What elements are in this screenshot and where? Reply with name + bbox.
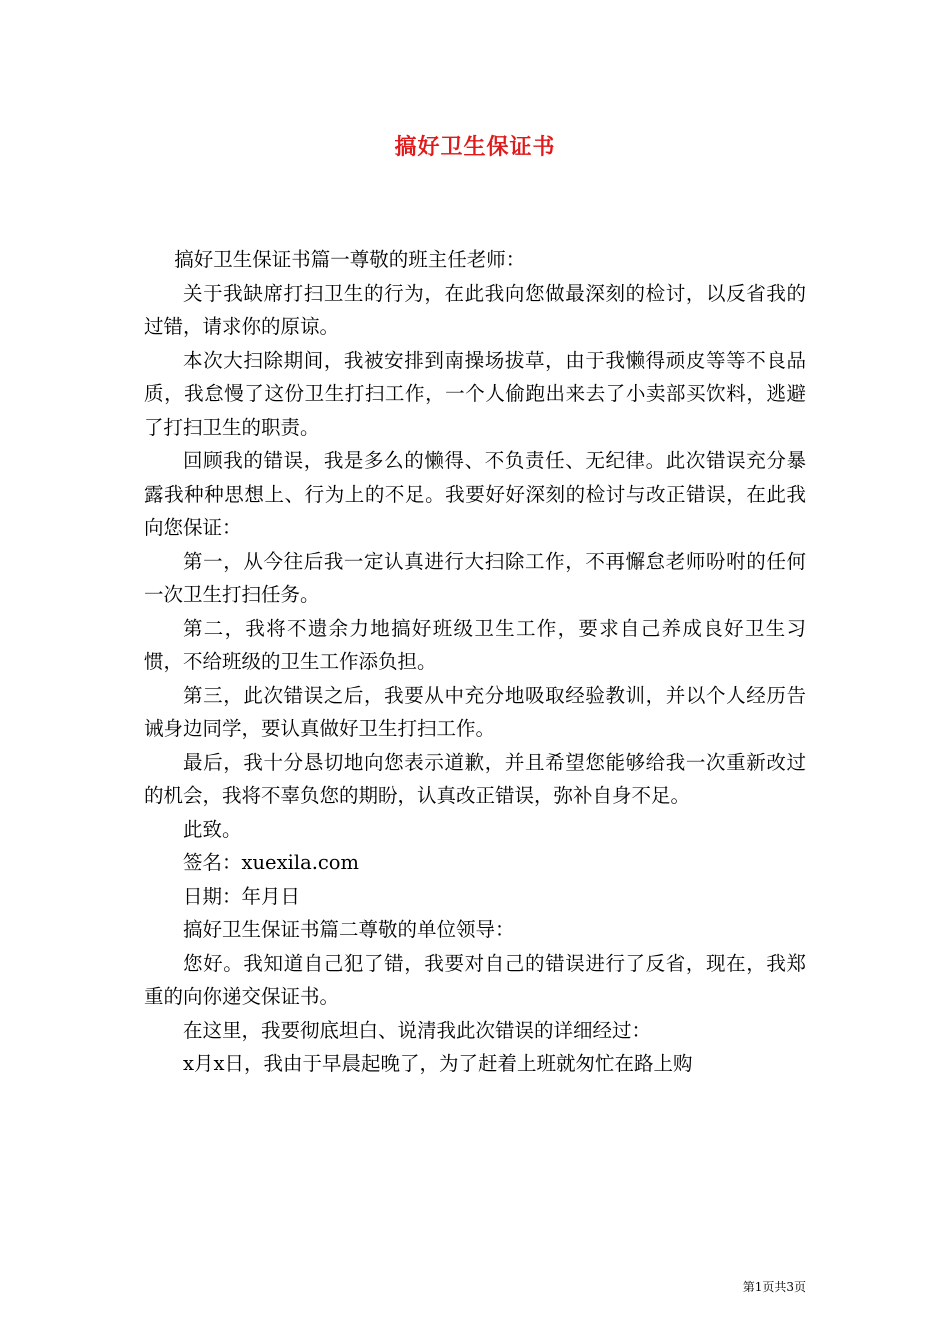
paragraph: 最后，我十分恳切地向您表示道歉，并且希望您能够给我一次重新改过的机会，我将不辜负您的期盼，认真改正错误，弥补自身不足。: [144, 750, 806, 807]
document-title: 搞好卫生保证书: [394, 134, 556, 160]
paragraph: 第三，此次错误之后，我要从中充分地吸取经验教训，并以个人经历告诫身边同学，要认真做好卫生打扫工作。: [144, 683, 806, 740]
document-body: [144, 243, 806, 1081]
paragraph: 搞好卫生保证书篇一尊敬的班主任老师：: [174, 248, 526, 271]
paragraph: 此致。: [183, 817, 242, 841]
paragraph: 搞好卫生保证书篇二尊敬的单位领导：: [183, 918, 515, 941]
paragraph: 关于我缺席打扫卫生的行为，在此我向您做最深刻的检讨，以反省我的过错，请求你的原谅。: [144, 281, 806, 338]
page-number: 第1页共3页: [742, 1280, 806, 1294]
paragraph: 第二，我将不遗余力地搞好班级卫生工作，要求自己养成良好卫生习惯，不给班级的卫生工作添负担。: [144, 616, 806, 673]
paragraph: 您好。我知道自己犯了错，我要对自己的错误进行了反省，现在，我郑重的向你递交保证书。: [144, 951, 806, 1008]
date-line: 日期：年月日: [183, 884, 301, 908]
paragraph: 回顾我的错误，我是多么的懒得、不负责任、无纪律。此次错误充分暴露我种种思想上、行为上的不足。我要好好深刻的检讨与改正错误，在此我向您保证：: [144, 449, 806, 539]
paragraph: 本次大扫除期间，我被安排到南操场拔草，由于我懒得顽皮等等不良品质，我怠慢了这份卫生打扫工作，一个人偷跑出来去了小卖部买饮料，逃避了打扫卫生的职责。: [144, 348, 806, 439]
paragraph: 第一，从今往后我一定认真进行大扫除工作，不再懈怠老师吩咐的任何一次卫生打扫任务。: [144, 549, 806, 606]
paragraph: 在这里，我要彻底坦白、说清我此次错误的详细经过：: [183, 1018, 652, 1042]
paragraph: x月x日，我由于早晨起晚了，为了赶着上班就匆忙在路上购: [183, 1052, 693, 1075]
signature-line: 签名：xuexila.com: [183, 851, 360, 874]
